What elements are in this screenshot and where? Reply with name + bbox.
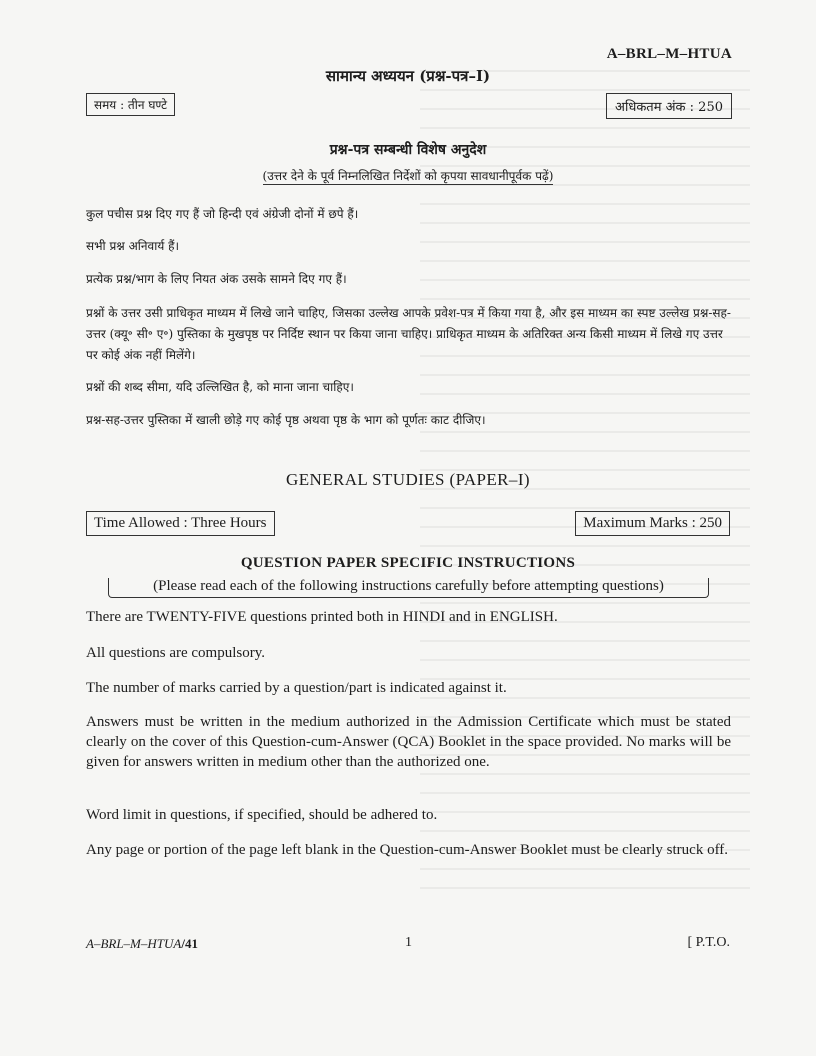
hindi-instructions-subheading (0, 167, 816, 184)
footer-code-text: A–BRL–M–HTUA (86, 936, 182, 951)
english-instructions-heading: QUESTION PAPER SPECIFIC INSTRUCTIONS (240, 555, 576, 571)
hindi-instructions-heading: प्रश्न-पत्र सम्बन्धी विशेष अनुदेश (329, 142, 487, 158)
footer-paper-code (86, 936, 198, 952)
hindi-max-marks: अधिकतम अंक : 250 (606, 93, 732, 119)
hindi-paper-title: सामान्य अध्ययन (प्रश्न-पत्र–I) (325, 67, 491, 85)
english-instruction-2: All questions are compulsory. (86, 645, 265, 661)
english-max-marks: Maximum Marks : 250 (575, 511, 730, 536)
hindi-instruction-2: सभी प्रश्न अनिवार्य हैं। (86, 239, 180, 253)
english-instructions-subheading: (Please read each of the following instructions carefully before attempting questions) (108, 578, 709, 598)
footer-page-count: /41 (181, 936, 198, 951)
english-instruction-1: There are TWENTY-FIVE questions printed both in HINDI and in ENGLISH. (86, 609, 558, 625)
hindi-instruction-4: प्रश्नों के उत्तर उसी प्राधिकृत माध्यम में लिखे जाने चाहिए, जिसका उल्लेख आपके प्रवेश-पत्र में किया गया है, और इस माध्यम का स्पष्ट उल्लेख प्रश्न-सह-उत्तर (क्यू॰ सी॰ ए॰) पुस्तिका के मुखपृष्ठ पर निर्दिष्ट स्थान पर किया जाना चाहिए। प्राधिकृत माध्यम के अतिरिक्त अन्य किसी माध्यम में लिखे गए उत्तर पर कोई अंक नहीं मिलेंगे। (86, 306, 731, 362)
english-instruction-3: The number of marks carried by a question/part is indicated against it. (86, 680, 507, 696)
english-instruction-6: Any page or portion of the page left blank in the Question-cum-Answer Booklet must be clearly struck off. (86, 842, 729, 858)
hindi-instruction-1: कुल पचीस प्रश्न दिए गए हैं जो हिन्दी एवं अंग्रेजी दोनों में छपे हैं। (86, 207, 359, 221)
english-time-allowed: Time Allowed : Three Hours (86, 511, 275, 536)
please-turn-over: [ P.T.O. (687, 935, 730, 950)
hindi-instruction-6: प्रश्न-सह-उत्तर पुस्तिका में खाली छोड़े गए कोई पृष्ठ अथवा पृष्ठ के भाग को पूर्णतः काट दीजिए। (86, 413, 486, 427)
english-paper-title: GENERAL STUDIES (PAPER–I) (286, 470, 530, 489)
hindi-instruction-3: प्रत्येक प्रश्न/भाग के लिए नियत अंक उसके सामने दिए गए हैं। (86, 272, 347, 286)
paper-code: A–BRL–M–HTUA (606, 46, 732, 62)
english-instruction-5: Word limit in questions, if specified, should be adhered to. (86, 807, 438, 823)
page-number: 1 (405, 935, 412, 950)
hindi-time-allowed: समय : तीन घण्टे (86, 93, 175, 116)
hindi-subheading-text: (उत्तर देने के पूर्व निम्नलिखित निर्देशों को कृपया सावधानीपूर्वक पढ़ें) (262, 169, 554, 183)
hindi-instruction-5: प्रश्नों की शब्द सीमा, यदि उल्लिखित है, को माना जाना चाहिए। (86, 380, 354, 394)
english-instruction-4: Answers must be written in the medium authorized in the Admission Certificate which must be stated clearly on the cover of this Question-cum-Answer (QCA) Booklet in the space provided. No marks will be given for answers written in medium other than the authorized one. (86, 714, 731, 770)
